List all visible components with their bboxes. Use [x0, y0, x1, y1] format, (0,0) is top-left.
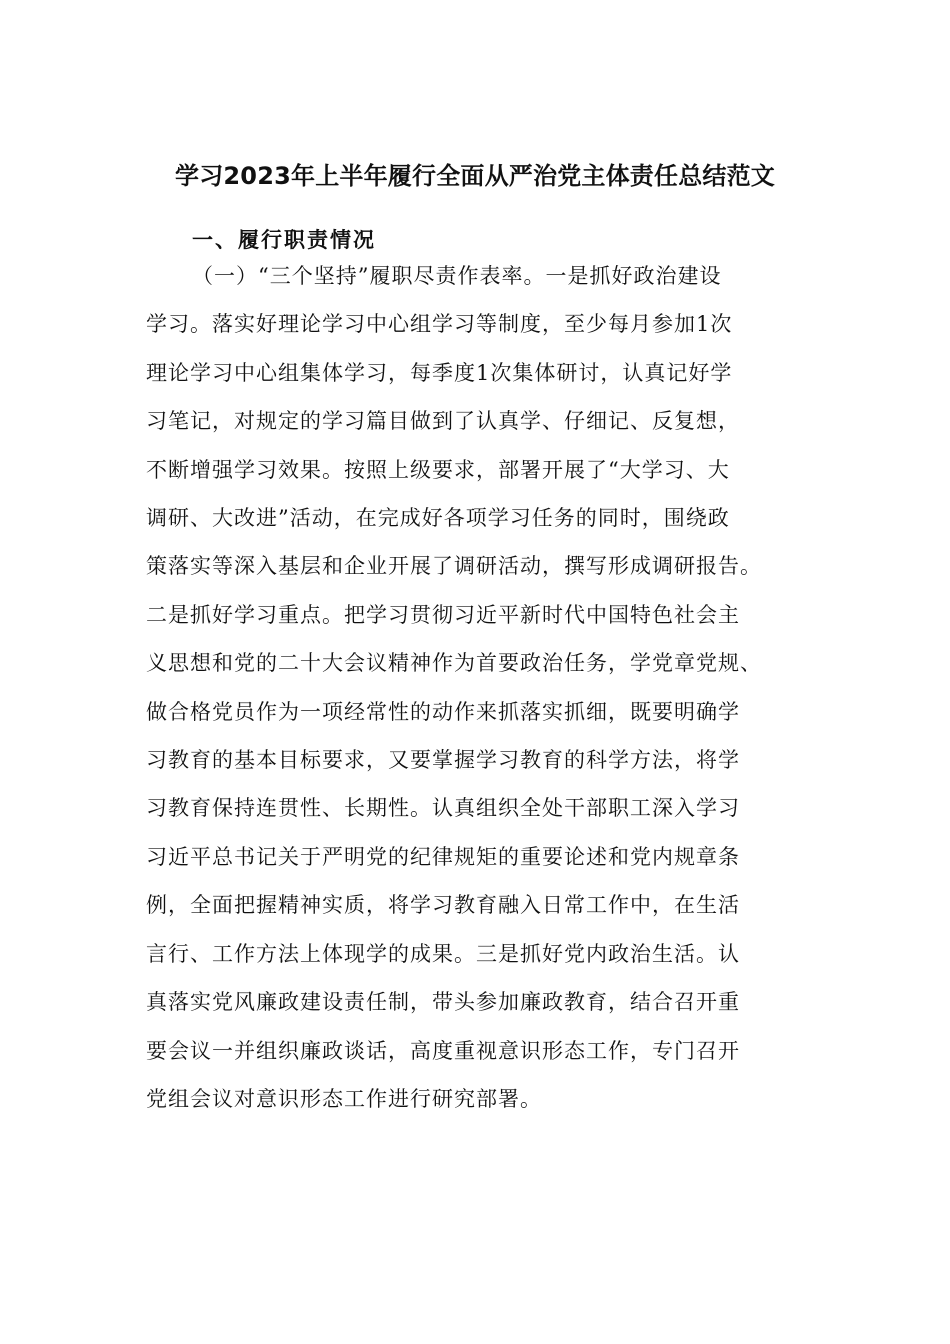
body-paragraph	[146, 252, 810, 1123]
paragraph-line: 习教育保持连贯性、长期性。认真组织全处干部职工深入学习	[146, 796, 740, 821]
paragraph-line: 真落实党风廉政建设责任制，带头参加廉政教育，结合召开重	[146, 990, 740, 1015]
paragraph-line: 习笔记，对规定的学习篇目做到了认真学、仔细记、反复想，	[146, 409, 740, 434]
paragraph-line: 义思想和党的二十大会议精神作为首要政治任务，学党章党规、	[146, 651, 762, 676]
paragraph-line: 二是抓好学习重点。把学习贯彻习近平新时代中国特色社会主	[146, 602, 740, 627]
paragraph-line: 习近平总书记关于严明党的纪律规矩的重要论述和党内规章条	[146, 844, 740, 869]
paragraph-line: 策落实等深入基层和企业开展了调研活动，撰写形成调研报告。	[146, 554, 762, 579]
paragraph-line: 不断增强学习效果。按照上级要求，部署开展了“大学习、大	[146, 457, 730, 482]
paragraph-line: （一）“三个坚持”履职尽责作表率。一是抓好政治建设	[192, 264, 722, 288]
paragraph-line: 习教育的基本目标要求，又要掌握学习教育的科学方法，将学	[146, 748, 740, 773]
paragraph-line: 调研、大改进”活动，在完成好各项学习任务的同时，围绕政	[146, 506, 730, 531]
paragraph-line: 党组会议对意识形态工作进行研究部署。	[146, 1086, 542, 1111]
document-title: 学习2023年上半年履行全面从严治党主体责任总结范文	[175, 162, 775, 190]
paragraph-line: 学习。落实好理论学习中心组学习等制度，至少每月参加1次	[146, 312, 733, 337]
paragraph-line: 例，全面把握精神实质，将学习教育融入日常工作中，在生活	[146, 893, 740, 918]
section-heading: 一、履行职责情况	[192, 228, 376, 252]
paragraph-line: 做合格党员作为一项经常性的动作来抓落实抓细，既要明确学	[146, 699, 740, 724]
paragraph-line: 言行、工作方法上体现学的成果。三是抓好党内政治生活。认	[146, 941, 740, 966]
paragraph-line: 要会议一并组织廉政谈话，高度重视意识形态工作，专门召开	[146, 1038, 740, 1063]
paragraph-line: 理论学习中心组集体学习，每季度1次集体研讨，认真记好学	[146, 360, 733, 385]
